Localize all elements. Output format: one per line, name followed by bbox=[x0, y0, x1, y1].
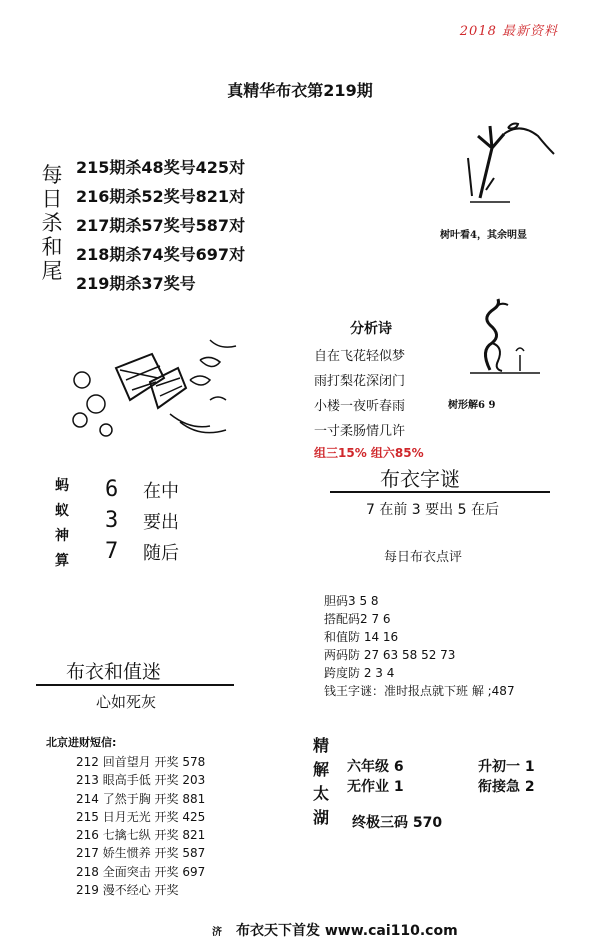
divider bbox=[36, 684, 234, 686]
list-item: 219期杀37奖号 bbox=[76, 274, 196, 293]
poem-line: 雨打梨花深闭门 bbox=[314, 374, 406, 389]
vertical-char: 蚂 bbox=[55, 478, 69, 494]
poem-line: 一寸柔肠情几许 bbox=[314, 424, 406, 439]
group-percent: 组三15% 组六85% bbox=[314, 446, 424, 460]
list-item: 215 日月无光 开奖 425 bbox=[76, 809, 206, 824]
list-item: 胆码3 5 8 bbox=[324, 594, 379, 608]
vertical-char: 杀 bbox=[41, 211, 63, 235]
jingjie-item: 六年级 6 bbox=[347, 759, 404, 775]
hezhi-title: 布衣和值迷 bbox=[66, 661, 162, 683]
list-item: 跨度防 2 3 4 bbox=[324, 666, 395, 680]
jingjie-item: 衔接急 2 bbox=[478, 779, 535, 795]
vertical-char: 算 bbox=[55, 553, 69, 569]
ant-number: 7 bbox=[105, 539, 119, 564]
daily-comment-title: 每日布衣点评 bbox=[384, 550, 463, 565]
daily-kill-list bbox=[76, 153, 245, 298]
list-item: 216期杀52奖号821对 bbox=[76, 187, 246, 206]
list-item: 219 漫不经心 开奖 bbox=[76, 883, 179, 898]
vertical-char: 湖 bbox=[312, 808, 329, 827]
tree-sketch-1 bbox=[450, 118, 560, 218]
divider bbox=[330, 491, 550, 493]
daily-kill-vertical-title bbox=[38, 163, 66, 283]
vertical-char: 太 bbox=[312, 784, 329, 803]
ant-number: 3 bbox=[105, 508, 119, 533]
list-item: 218 全面突击 开奖 697 bbox=[76, 864, 206, 879]
vertical-char: 蚁 bbox=[55, 503, 69, 519]
beijing-title: 北京进财短信: bbox=[46, 736, 117, 749]
jingjie-item: 无作业 1 bbox=[347, 779, 404, 795]
tree1-caption: 树叶看4，其余明显 bbox=[440, 230, 527, 241]
vertical-char: 尾 bbox=[41, 259, 63, 283]
ant-number: 6 bbox=[105, 477, 119, 502]
corner-tag: 2018 最新资料 bbox=[459, 24, 558, 39]
riddle-title: 布衣字谜 bbox=[380, 467, 460, 491]
list-item: 217 娇生惯养 开奖 587 bbox=[76, 846, 206, 861]
list-item: 212 回首望月 开奖 578 bbox=[76, 755, 206, 769]
vertical-char: 神 bbox=[55, 528, 69, 544]
list-item: 两码防 27 63 58 52 73 bbox=[324, 648, 456, 662]
list-item: 216 七擒七纵 开奖 821 bbox=[76, 828, 206, 843]
tree-sketch-2 bbox=[460, 295, 550, 385]
vertical-char: 和 bbox=[41, 235, 63, 259]
riddle-text: 7 在前 3 要出 5 在后 bbox=[366, 502, 499, 518]
vertical-char: 每 bbox=[41, 163, 63, 187]
list-item: 213 眼高手低 开奖 203 bbox=[76, 773, 206, 788]
poem-lines bbox=[314, 344, 405, 444]
vertical-char: 日 bbox=[41, 187, 63, 211]
footer bbox=[212, 920, 458, 940]
footer-mark: 济 bbox=[212, 927, 222, 938]
poem-title: 分析诗 bbox=[350, 321, 392, 337]
ant-words bbox=[143, 476, 179, 569]
boat-lotus-sketch bbox=[60, 330, 250, 450]
list-item: 217期杀57奖号587对 bbox=[76, 216, 246, 235]
list-item: 和值防 14 16 bbox=[324, 630, 399, 644]
list-item: 218期杀74奖号697对 bbox=[76, 245, 246, 264]
ant-vertical-title bbox=[52, 474, 72, 574]
ant-word: 要出 bbox=[143, 512, 179, 533]
list-item: 搭配码2 7 6 bbox=[324, 612, 391, 626]
poem-line: 小楼一夜听春雨 bbox=[314, 399, 406, 414]
jingjie-item: 升初一 1 bbox=[478, 759, 535, 775]
ant-numbers bbox=[105, 474, 118, 567]
vertical-char: 解 bbox=[312, 760, 329, 779]
hezhi-answer: 心如死灰 bbox=[96, 693, 157, 711]
list-item: 214 了然于胸 开奖 881 bbox=[76, 791, 206, 806]
jingjie-final: 终极三码 570 bbox=[352, 815, 443, 831]
ant-word: 随后 bbox=[143, 543, 179, 564]
footer-text: 布衣天下首发 www.cai110.com bbox=[236, 923, 458, 939]
ant-word: 在中 bbox=[143, 481, 179, 502]
jingjie-vertical-title bbox=[312, 734, 330, 830]
daily-comment-list bbox=[324, 592, 515, 700]
beijing-list bbox=[76, 753, 205, 899]
list-item: 215期杀48奖号425对 bbox=[76, 158, 246, 177]
page-title: 真精华布衣第219期 bbox=[227, 81, 373, 100]
vertical-char: 精 bbox=[312, 736, 329, 755]
poem-line: 自在飞花轻似梦 bbox=[314, 349, 406, 364]
list-item: 钱王字谜：准时报点就下班 解 ;487 bbox=[324, 684, 515, 698]
tree2-caption: 树形解6 9 bbox=[448, 400, 496, 411]
